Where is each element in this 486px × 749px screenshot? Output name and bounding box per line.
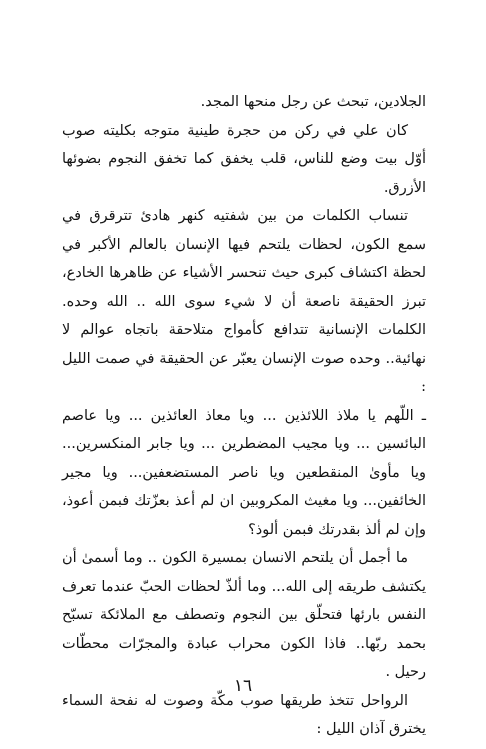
paragraph-6: الرواحل تتخذ طريقها صوب مكّة وصوت له نفحة السماء يخترق آذان الليل : [62,692,426,737]
body-text [62,88,426,744]
paragraph-4-prayer: ـ اللّهم يا ملاذ اللائذين ... ويا معاذ العائذين ... ويا عاصم البائسين ... ويا مجيب المضطرين ... ويا جابر المنكسرين... ويا مأوىٰ المنقطعين ويا ناصر المستضعفين... ويا مجير الخائفين... ويا مغيث المكروبين ان لم أعذ بعزّتك فبمن أعوذ، وإن لم ألذ بقدرتك فبمن ألوذ؟ [62,407,426,538]
page-number: ١٦ [233,676,253,696]
paragraph-5: ما أجمل أن يلتحم الانسان بمسيرة الكون .. وما أسمىٰ أن يكتشف طريقه إلى الله... وما ألذّ لحظات الحبّ عندما تعرف النفس بارئها فتحلّق بين النجوم وتصطف مع الملائكة تسبّح بحمد ربّها.. فاذا الكون محراب عبادة والمجرّات محطّات رحيل . [62,550,426,680]
paragraph-3: تنساب الكلمات من بين شفتيه كنهر هادئ تترقرق في سمع الكون، لحظات يلتحم فيها الإنسان بالعالم الأكبر في لحظة اكتشاف كبرى حيث تنحسر الأشياء عن ظاهرها الخادع، تبرز الحقيقة ناصعة أن لا شيء سوى الله .. الله وحده. الكلمات الإنسانية تتدافع كأمواج متلاحقة باتجاه عوالم لا نهائية.. وحده صوت الإنسان يعبّر عن الحقيقة في صمت الليل : [62,208,426,395]
paragraph-2: كان علي في ركن من حجرة طينية متوجه بكليته صوب أوّل بيت وضع للناس، قلب يخفق كما تخفق النجوم بضوئها الأزرق. [62,122,426,196]
paragraph-1: الجلادين، تبحث عن رجل منحها المجد. [200,94,426,110]
